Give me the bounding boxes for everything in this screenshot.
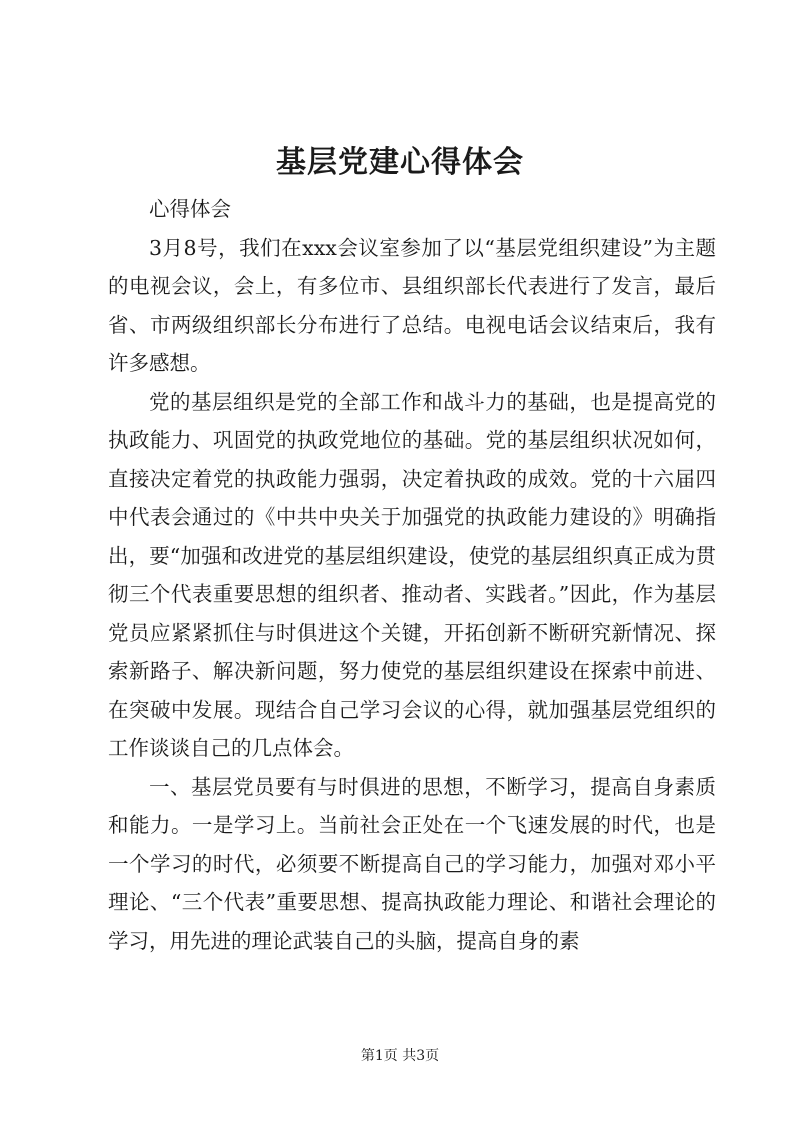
document-body [108, 190, 716, 960]
paragraph-heading: 心得体会 [149, 197, 231, 221]
paragraph-intro: 3月8号，我们在xxx会议室参加了以“基层党组织建设”为主题的电视会议，会上，有多位市、县组织部长代表进行了发言，最后省、市两级组织部长分布进行了总结。电视电话会议结束后，我有许多感想。 [108, 235, 716, 375]
paragraph-foundation: 党的基层组织是党的全部工作和战斗力的基础，也是提高党的执政能力、巩固党的执政党地位的基础。党的基层组织状况如何，直接决定着党的执政能力强弱，决定着执政的成效。党的十六届四中代表会通过的《中共中央关于加强党的执政能力建设的》明确指出，要“加强和改进党的基层组织建设，使党的基层组织真正成为贯彻三个代表重要思想的组织者、推动者、实践者。”因此，作为基层党员应紧紧抓住与时俱进这个关键，开拓创新不断研究新情况、探索新路子、解决新问题，努力使党的基层组织建设在探索中前进、在突破中发展。现结合自己学习会议的心得，就加强基层党组织的工作谈谈自己的几点体会。 [108, 389, 716, 760]
document-title: 基层党建心得体会 [276, 145, 524, 180]
page-footer: 第1页 共3页 [360, 1048, 440, 1064]
paragraph-point-one: 一、基层党员要有与时俱进的思想，不断学习，提高自身素质和能力。一是学习上。当前社会正处在一个飞速发展的时代，也是一个学习的时代，必须要不断提高自己的学习能力，加强对邓小平理论、“三个代表”重要思想、提高执政能力理论、和谐社会理论的学习，用先进的理论武装自己的头脑，提高自身的素 [108, 774, 716, 953]
